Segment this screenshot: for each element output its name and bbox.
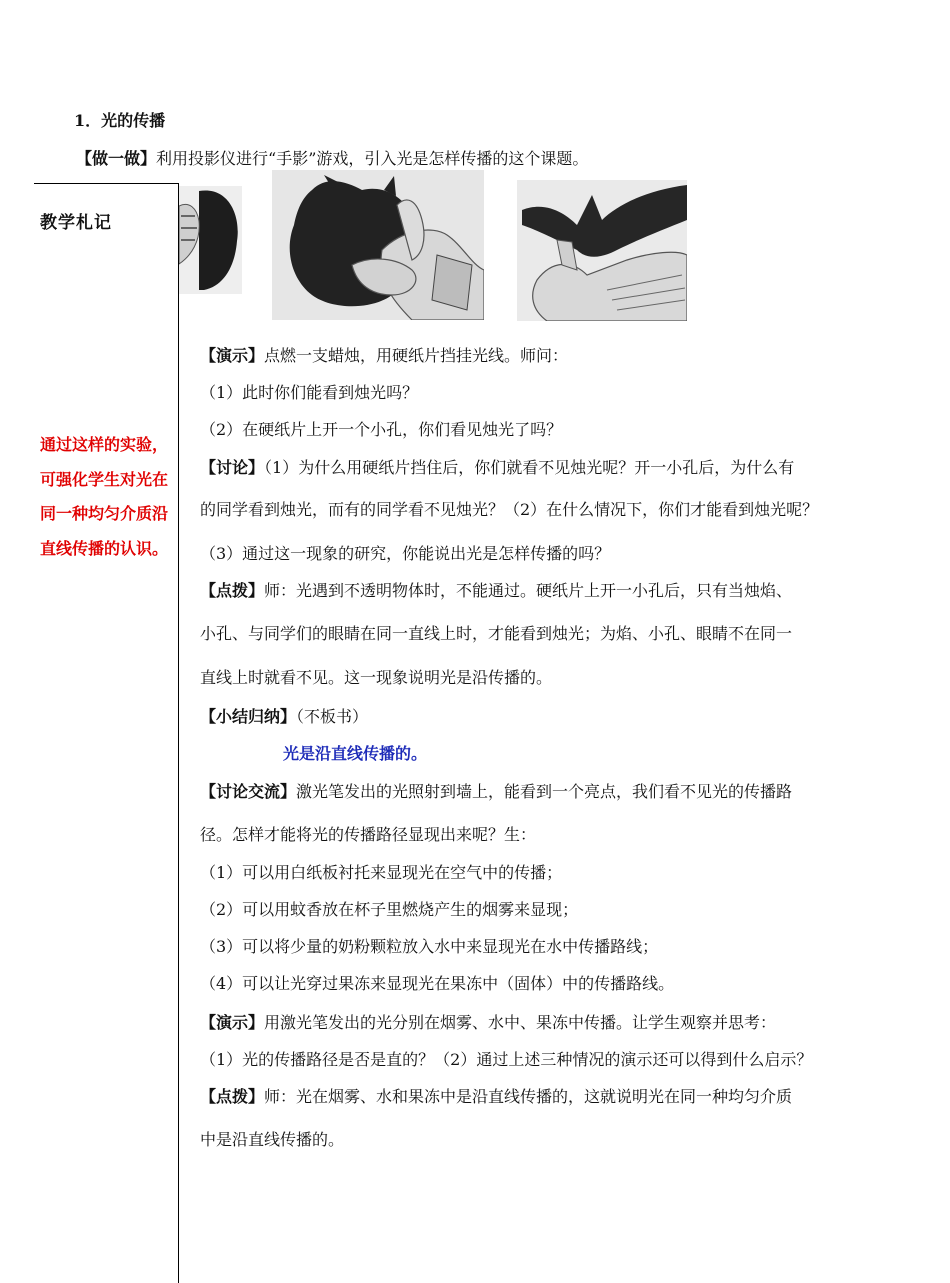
margin-note: 通过这样的实验，可强化学生对光在同一种均匀介质沿直线传播的认识。	[40, 435, 169, 558]
answer-1: （1）可以用白纸板衬托来显现光在空气中的传播；	[200, 863, 563, 882]
intro-tag: 【做一做】	[76, 149, 157, 168]
hint-line-2: 小孔、与同学们的眼睛在同一直线上时，才能看到烛光；为焰、小孔、眼睛不在同一	[200, 624, 793, 643]
answer-4: （4）可以让光穿过果冻来显现光在果冻中（固体）中的传播路线。	[200, 974, 675, 993]
margin-divider	[178, 183, 179, 1283]
margin-top-rule	[34, 183, 179, 184]
exchange-line	[200, 779, 792, 802]
hand-shadow-photo-3	[517, 180, 687, 321]
hand-shadow-photo-1	[179, 186, 242, 294]
demo-text: 点燃一支蜡烛，用硬纸片挡挂光线。师问：	[264, 346, 569, 365]
discussion-tag: 【讨论】	[200, 458, 265, 477]
demo-tag: 【演示】	[200, 346, 265, 365]
discussion-line	[200, 455, 794, 478]
margin-label: 教学札记	[40, 213, 112, 233]
intro-text: 利用投影仪进行“手影”游戏，引入光是怎样传播的这个课题。	[156, 149, 589, 168]
think-questions: （1）光的传播路径是否是直的？（2）通过上述三种情况的演示还可以得到什么启示？	[200, 1050, 813, 1069]
summary-text: （不板书）	[296, 707, 369, 726]
question-1: （1）此时你们能看到烛光吗？	[200, 383, 419, 402]
answer-2: （2）可以用蚊香放在杯子里燃烧产生的烟雾来显现；	[200, 900, 579, 919]
exchange-text: 激光笔发出的光照射到墙上，能看到一个亮点，我们看不见光的传播路	[296, 782, 793, 801]
hint-line-3: 直线上时就看不见。这一现象说明光是沿传播的。	[200, 668, 553, 687]
question-2: （2）在硬纸片上开一个小孔，你们看见烛光了吗？	[200, 420, 563, 439]
hint-text-b: 师：光在烟雾、水和果冻中是沿直线传播的，这就说明光在同一种均匀介质	[264, 1087, 793, 1106]
summary-tag: 【小结归纳】	[200, 707, 297, 726]
demo-text-2: 用激光笔发出的光分别在烟雾、水中、果冻中传播。让学生观察并思考：	[264, 1013, 777, 1032]
hint-line-b-2: 中是沿直线传播的。	[200, 1130, 345, 1149]
discussion-text: （1）为什么用硬纸片挡住后，你们就看不见烛光呢？开一小孔后，为什么有	[264, 458, 795, 477]
hint-text: 师：光遇到不透明物体时，不能通过。硬纸片上开一小孔后，只有当烛焰、	[264, 581, 793, 600]
demo-tag-2: 【演示】	[200, 1013, 265, 1032]
hint-line	[200, 578, 792, 601]
hand-shadow-photo-2	[272, 170, 484, 320]
exchange-line-2: 径。怎样才能将光的传播路径显现出来呢？生：	[200, 825, 537, 844]
discussion-line-3: （3）通过这一现象的研究，你能说出光是怎样传播的吗？	[200, 544, 611, 563]
answer-3: （3）可以将少量的奶粉颗粒放入水中来显现光在水中传播路线；	[200, 937, 659, 956]
discussion-line-2: 的同学看到烛光，而有的同学看不见烛光？（2）在什么情况下，你们才能看到烛光呢？	[200, 500, 819, 519]
summary-line	[200, 704, 368, 727]
demo-line	[200, 343, 568, 366]
demo-line-2	[200, 1010, 776, 1033]
intro-line	[76, 146, 588, 169]
exchange-tag: 【讨论交流】	[200, 782, 297, 801]
hint-tag-b: 【点拨】	[200, 1087, 265, 1106]
hint-line-b	[200, 1084, 792, 1107]
hint-tag: 【点拨】	[200, 581, 265, 600]
section-title: 1．光的传播	[74, 111, 166, 130]
summary-conclusion: 光是沿直线传播的。	[283, 744, 428, 763]
